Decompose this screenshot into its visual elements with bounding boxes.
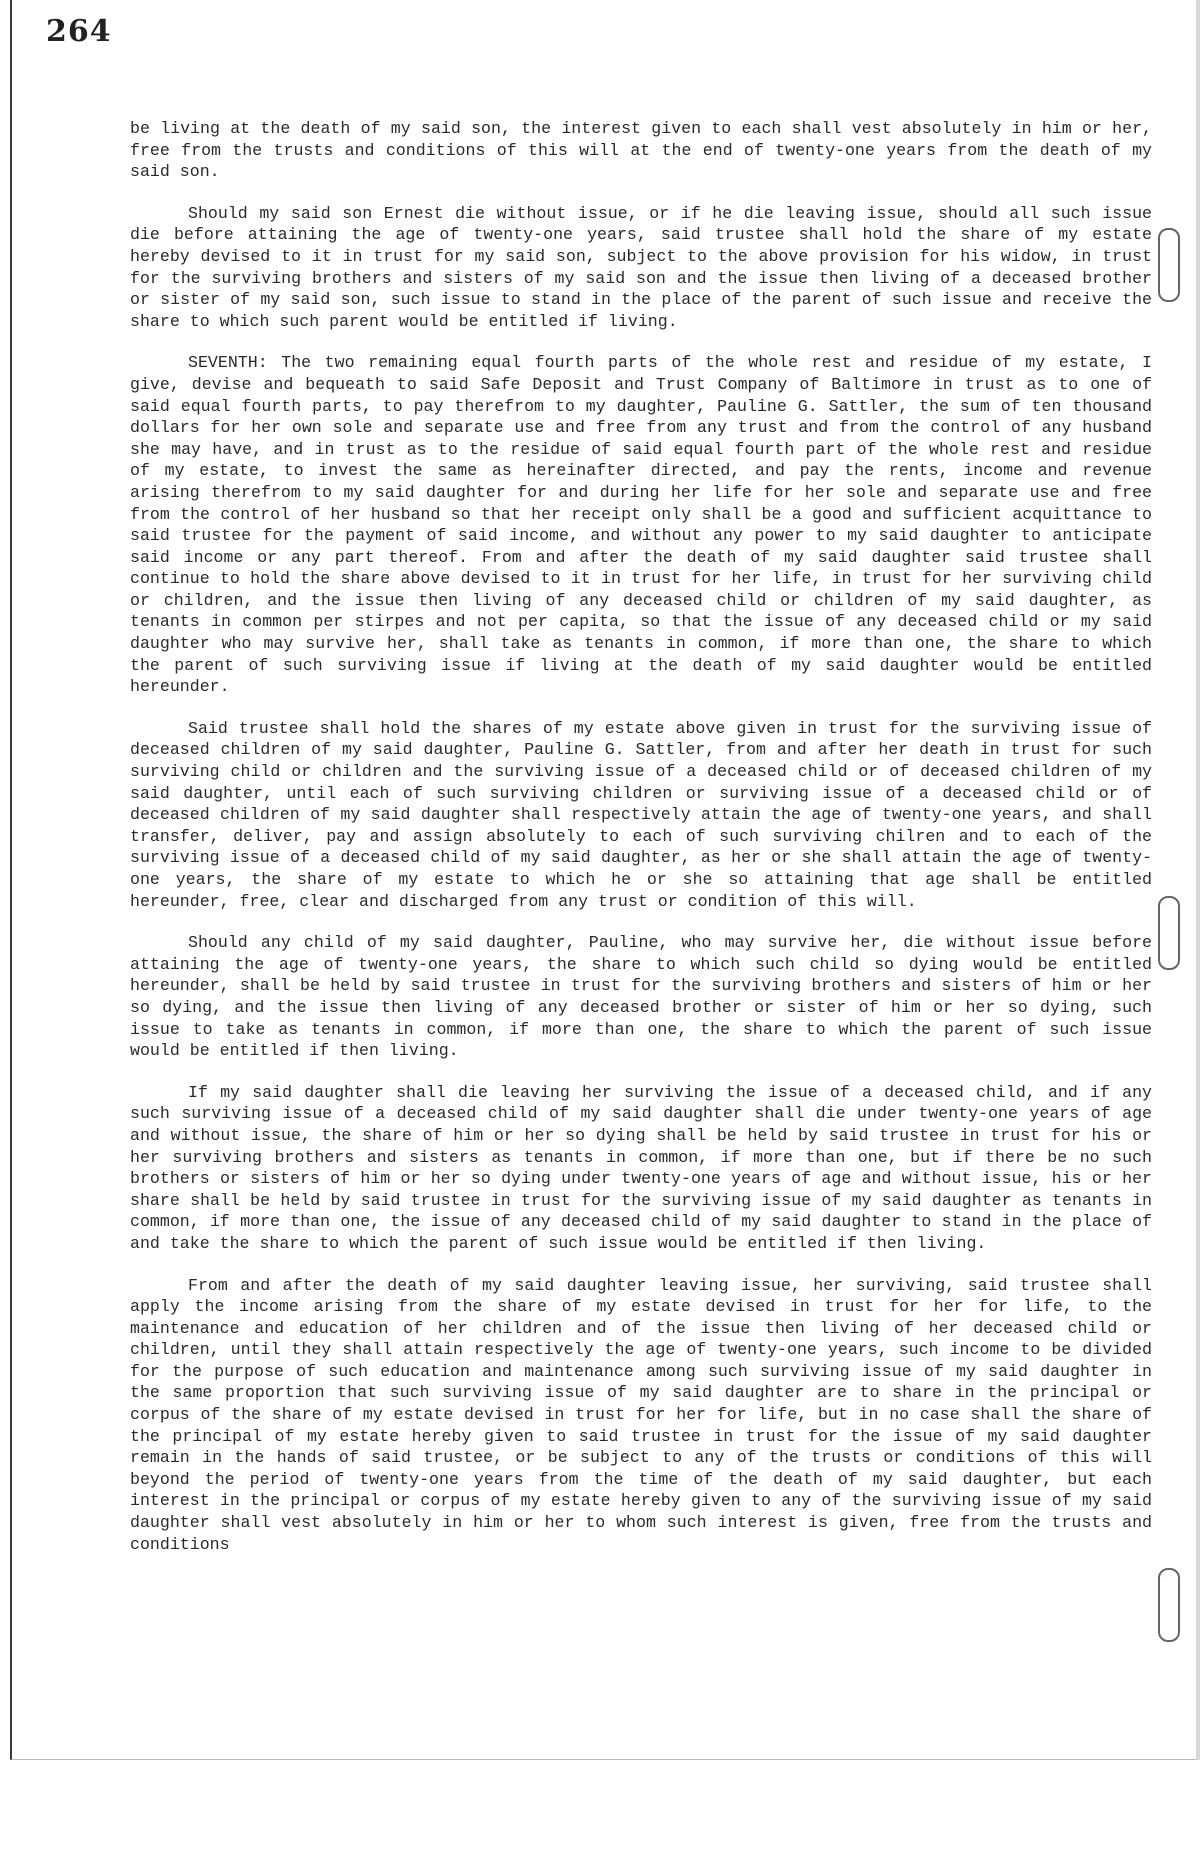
paragraph-seventh-clause: SEVENTH: The two remaining equal fourth parts of the whole rest and residue of my estate, I give, devise and bequeath to said Safe Deposit and Trust Company of Baltimore in trust as to one of said equal fourth parts, to pay therefrom to my daughter, Pauline G. Sattler, the sum of ten thousand dollars for her own sole and separate use and free from any trust and from the control of any husband she may have, and in trust as to the residue of said equal fourth part of the whole rest and residue of my estate, to invest the same as hereinafter directed, and pay the rents, income and revenue arising therefrom to my said daughter for and during her life for her sole and separate use and free from the control of her husband so that her receipt only shall be a good and sufficient acquittance to said trustee for the payment of said income, and without any power to my said daughter to anticipate said income or any part thereof. From and after the death of my said daughter said trustee shall continue to hold the share above devised to it in trust for her life, in trust for her surviving child or children, and the issue then living of any deceased child or children of my said daughter, as tenants in common per stirpes and not per capita, so that the issue of any deceased child or my said daughter who may survive her, shall take as tenants in common, if more than one, the share to which the parent of such surviving issue if living at the death of my said daughter would be entitled hereunder.: [130, 353, 1152, 697]
punch-hole: [1158, 896, 1180, 970]
paragraph-deceased-child-issue: If my said daughter shall die leaving her surviving the issue of a deceased child, and if any such surviving issue of a deceased child of my said daughter shall die under twenty-one years of age and without issue, the share of him or her so dying shall be held by said trustee in trust for his or her surviving brothers and sisters as tenants in common, if more than one, but if there be no such brothers or sisters of him or her so dying under twenty-one years of age and without issue, his or her share shall be held by said trustee in trust for the surviving issue of my said daughter as tenants in common, if more than one, the issue of any deceased child of my said daughter to stand in the place of and take the share to which the parent of such issue would be entitled if then living.: [130, 1082, 1152, 1253]
punch-hole: [1158, 228, 1180, 302]
paragraph-ernest-without-issue: Should my said son Ernest die without issue, or if he die leaving issue, should all such issue die before attaining the age of twenty-one years, said trustee shall hold the share of my estate hereby devised to it in trust for my said son, subject to the above provision for his widow, in trust for the surviving brothers and sisters of my said son and the issue then living of a deceased brother or sister of my said son, such issue to stand in the place of the parent of such issue and receive the share to which such parent would be entitled if living.: [130, 203, 1152, 331]
page-number: 264: [46, 14, 112, 49]
paragraph-income-maintenance: From and after the death of my said daughter leaving issue, her surviving, said trustee shall apply the income arising from the share of my estate devised in trust for her for life, to the maintenance and education of her children and of the issue then living of her deceased child or children, until they shall attain respectively the age of twenty-one years, such income to be divided for the purpose of such education and maintenance among such surviving issue of my said daughter in the same proportion that such surviving issue of my said daughter are to share in the principal or corpus of the share of my estate devised in trust for her for life, but in no case shall the share of the principal of my estate hereby given to said trustee in trust for the issue of my said daughter remain in the hands of said trustee, or be subject to any of the trusts or conditions of this will beyond the period of twenty-one years from the time of the death of my said daughter, but each interest in the principal or corpus of my estate hereby given to any of the surviving issue of my said daughter shall vest absolutely in him or her to whom such interest is given, free from the trusts and conditions: [130, 1275, 1152, 1554]
document-body: [130, 118, 1152, 1575]
punch-hole: [1158, 1568, 1180, 1642]
paragraph-child-without-issue: Should any child of my said daughter, Pauline, who may survive her, die without issue before attaining the age of twenty-one years, the share to which such child so dying would be entitled hereunder, shall be held by said trustee in trust for the surviving brothers and sisters of him or her so dying, and the issue then living of any deceased brother or sister of him or her so dying, such issue to take as tenants in common, if more than one, the share to which the parent of such issue would be entitled if then living.: [130, 933, 1152, 1061]
page-edge-shadow: [1196, 0, 1200, 1760]
paragraph-continuation: be living at the death of my said son, the interest given to each shall vest absolutely in him or her, free from the trusts and conditions of this will at the end of twenty-one years from the death of my said son.: [130, 119, 1152, 182]
document-page: [10, 0, 1200, 1760]
paragraph-trustee-shares: Said trustee shall hold the shares of my estate above given in trust for the surviving issue of deceased children of my said daughter, Pauline G. Sattler, from and after her death in trust for such surviving child or children and the surviving issue of a deceased child or of deceased children of my said daughter, until each of such surviving children or surviving issue of a deceased child or of deceased children of my said daughter shall respectively attain the age of twenty-one years, and shall transfer, deliver, pay and assign absolutely to each of such surviving chilren and to each of the surviving issue of a deceased child of my said daughter, as her or she shall attain the age of twenty-one years, the share of my estate to which he or she so attaining that age shall be entitled hereunder, free, clear and discharged from any trust or condition of this will.: [130, 718, 1152, 911]
